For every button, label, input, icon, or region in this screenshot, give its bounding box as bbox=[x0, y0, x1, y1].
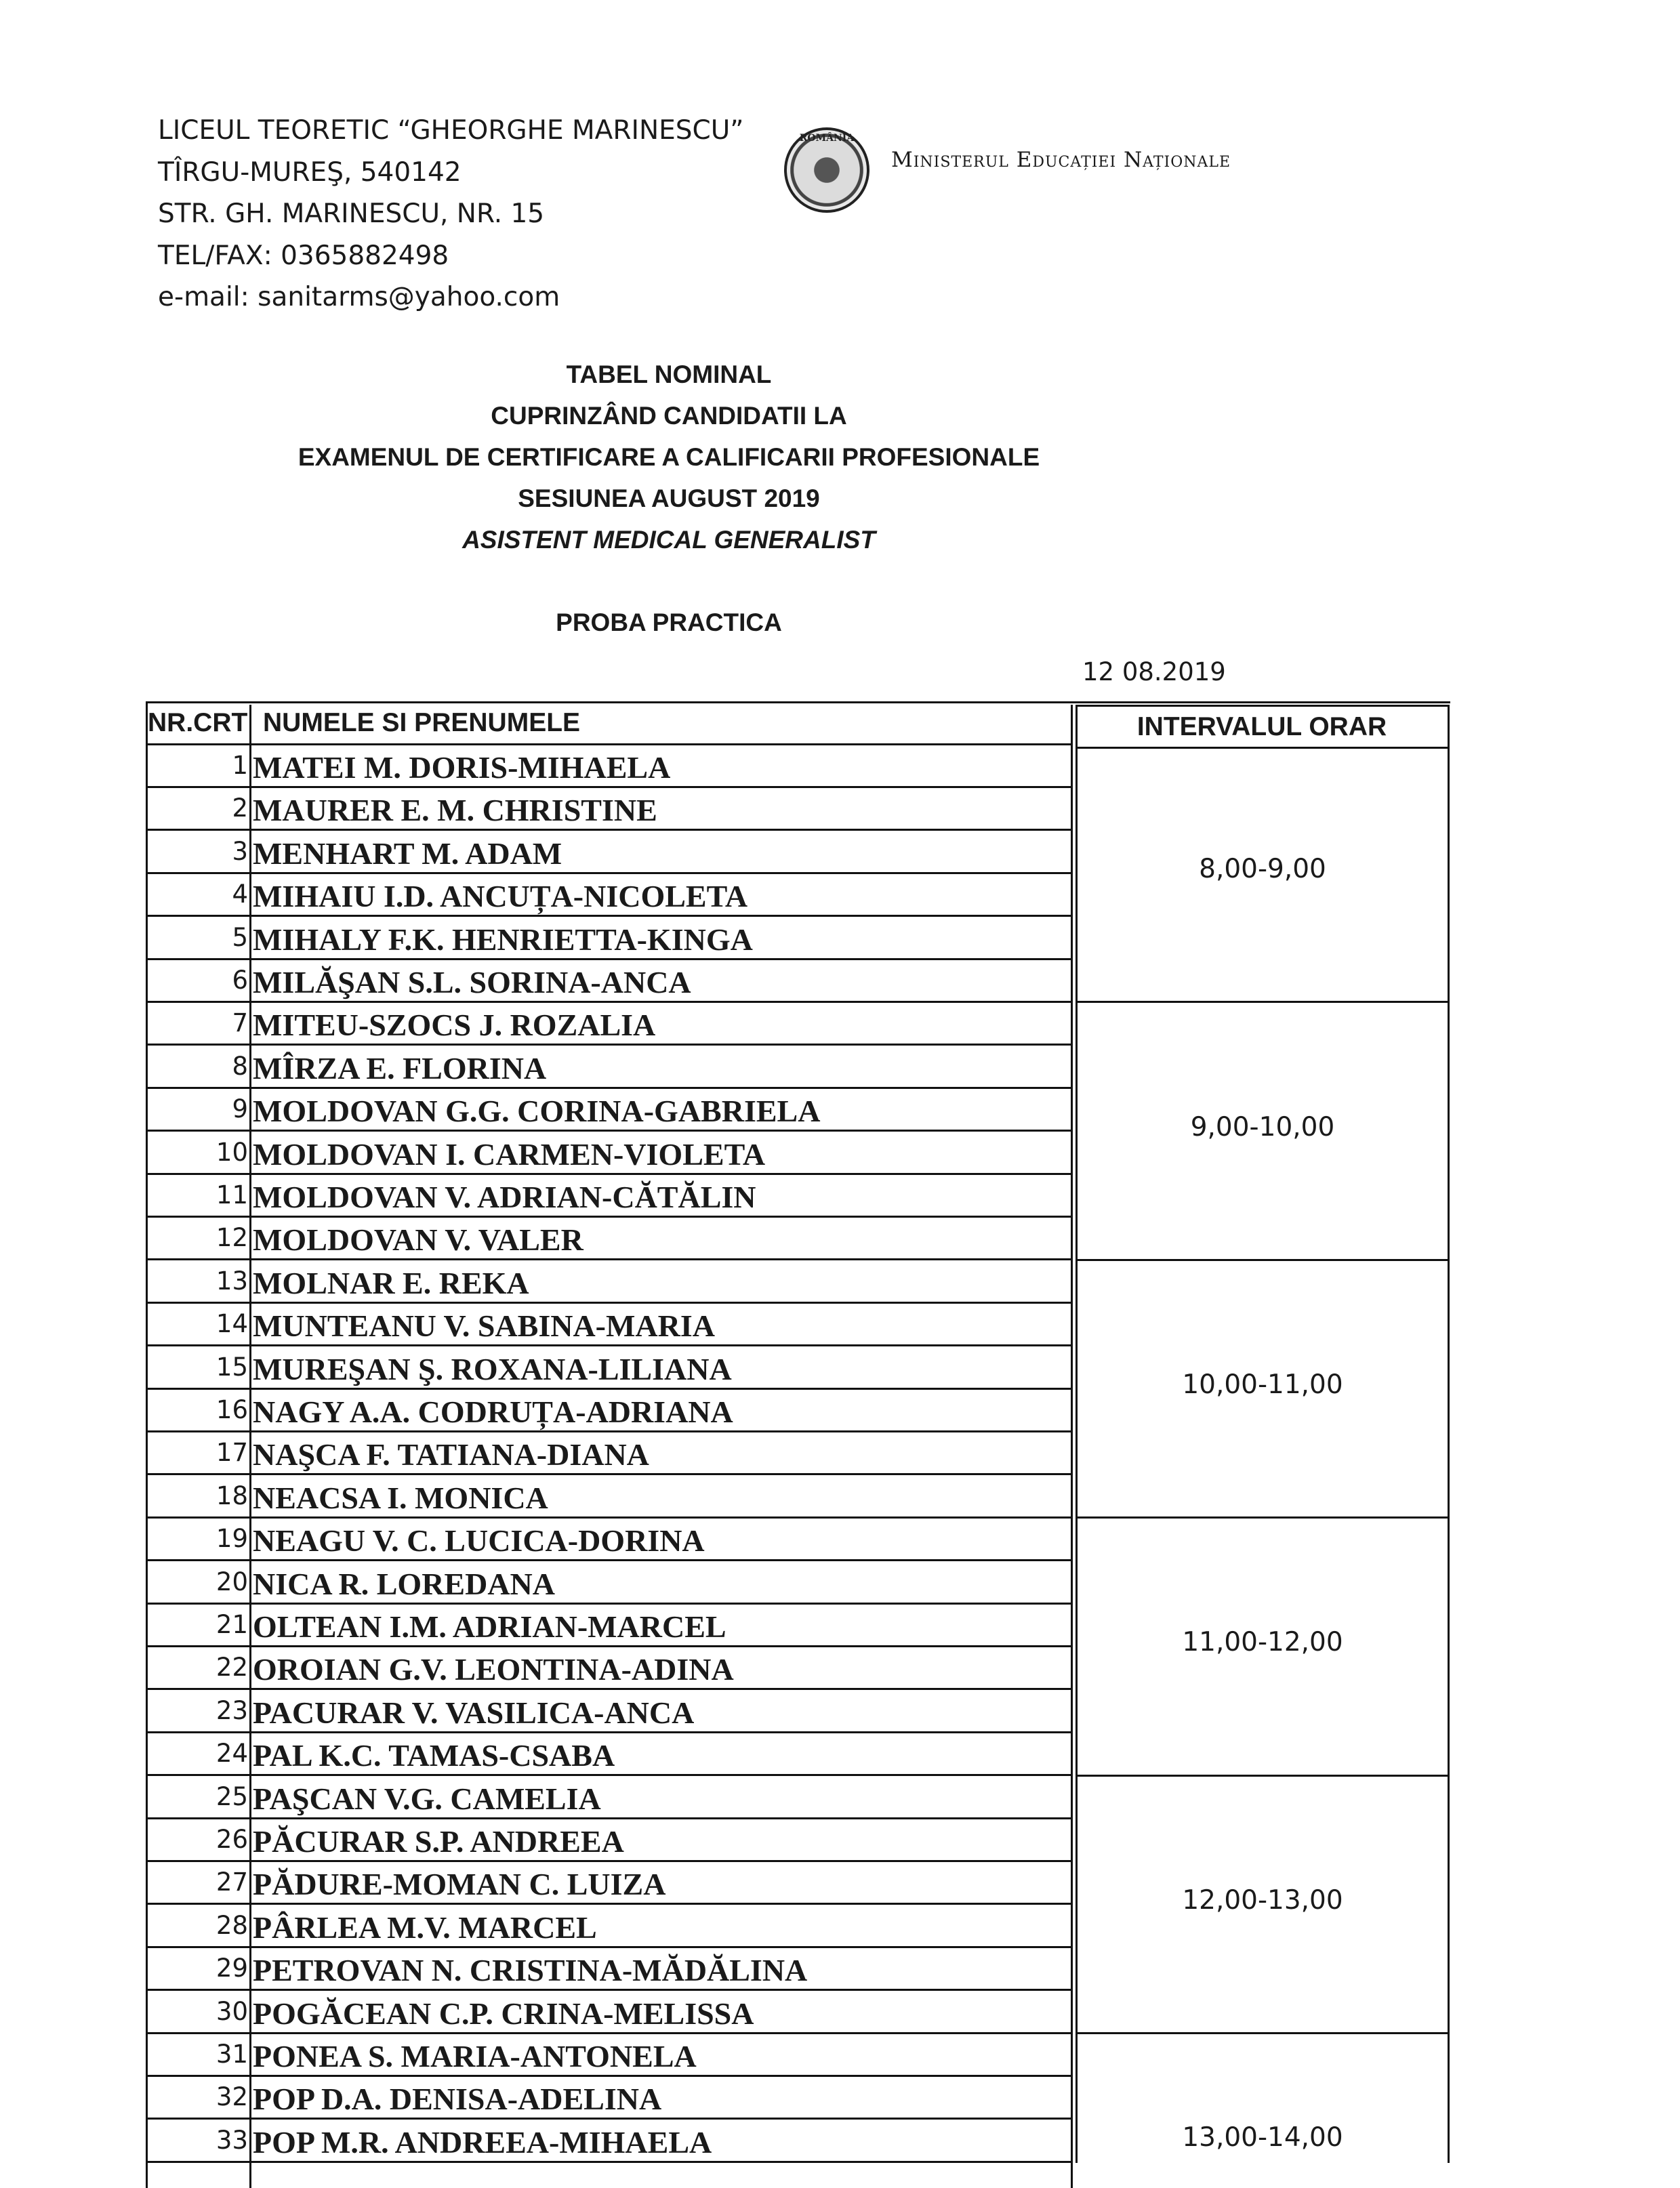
school-street: STR. GH. MARINESCU, NR. 15 bbox=[158, 199, 545, 229]
candidate-name: POP M.R. ANDREEA-MIHAELA bbox=[253, 2124, 712, 2160]
column-header-interval: INTERVALUL ORAR bbox=[1136, 712, 1387, 741]
time-interval-cell bbox=[1075, 745, 1450, 1003]
candidate-name: POGĂCEAN C.P. CRINA-MELISSA bbox=[253, 1996, 754, 2031]
candidate-name: PACURAR V. VASILICA-ANCA bbox=[253, 1695, 695, 1730]
row-number: 25 bbox=[216, 1781, 248, 1811]
candidate-name: MOLDOVAN V. VALER bbox=[253, 1222, 583, 1258]
row-number: 19 bbox=[216, 1524, 248, 1554]
table-row bbox=[148, 1647, 1073, 1690]
candidate-name: PONEA S. MARIA-ANTONELA bbox=[253, 2039, 697, 2073]
table-row bbox=[148, 1132, 1073, 1175]
table-row bbox=[148, 1991, 1073, 2034]
table-row bbox=[148, 1519, 1073, 1561]
table-row bbox=[148, 874, 1073, 917]
table-row bbox=[148, 1432, 1073, 1475]
row-number: 14 bbox=[216, 1309, 248, 1339]
table-row bbox=[148, 1046, 1073, 1089]
candidate-name: MUREŞAN Ş. ROXANA-LILIANA bbox=[253, 1351, 732, 1386]
school-email: e-mail: sanitarms@yahoo.com bbox=[158, 282, 560, 312]
row-number: 8 bbox=[232, 1051, 248, 1081]
candidate-name: NEACSA I. MONICA bbox=[253, 1480, 548, 1515]
candidate-name: MÎRZA E. FLORINA bbox=[253, 1050, 547, 1086]
table-row bbox=[148, 1605, 1073, 1647]
row-number: 11 bbox=[216, 1180, 248, 1210]
row-number: 31 bbox=[216, 2040, 248, 2069]
table-row bbox=[148, 1777, 1073, 1819]
ministry-name: Ministerul Educației Naționale bbox=[891, 148, 1231, 172]
row-number: 5 bbox=[232, 922, 248, 952]
time-interval-label: 10,00-11,00 bbox=[1182, 1369, 1343, 1400]
candidate-name: MAURER E. M. CHRISTINE bbox=[253, 793, 657, 828]
table-row bbox=[148, 1304, 1073, 1346]
candidate-name: MIHALY F.K. HENRIETTA-KINGA bbox=[253, 922, 753, 957]
candidate-name: NAŞCA F. TATIANA-DIANA bbox=[253, 1437, 649, 1472]
table-row bbox=[148, 917, 1073, 960]
row-number: 2 bbox=[232, 793, 248, 823]
title-line-4: SESIUNEA AUGUST 2019 bbox=[518, 484, 820, 512]
row-number: 3 bbox=[232, 836, 248, 866]
row-number: 17 bbox=[216, 1438, 248, 1468]
candidate-name: MATEI M. DORIS-MIHAELA bbox=[253, 750, 671, 785]
table-row bbox=[148, 1862, 1073, 1905]
table-row bbox=[148, 1089, 1073, 1132]
time-interval-cell bbox=[1075, 1519, 1450, 1776]
candidate-name: PAL K.C. TAMAS-CSABA bbox=[253, 1738, 615, 1773]
table-row bbox=[148, 2034, 1073, 2077]
table-row bbox=[148, 1562, 1073, 1605]
coat-of-arms-seal-icon bbox=[784, 127, 869, 213]
candidate-name: POP D.A. DENISA-ADELINA bbox=[253, 2082, 662, 2117]
title-line-3: EXAMENUL DE CERTIFICARE A CALIFICARII PROFESIONALE bbox=[298, 443, 1040, 471]
title-line-1: TABEL NOMINAL bbox=[566, 360, 772, 388]
candidate-name: MOLDOVAN V. ADRIAN-CĂTĂLIN bbox=[253, 1180, 756, 1214]
time-interval-label: 12,00-13,00 bbox=[1182, 1884, 1343, 1916]
candidate-name: PAŞCAN V.G. CAMELIA bbox=[253, 1781, 601, 1816]
school-address-block bbox=[158, 110, 744, 318]
table-row bbox=[148, 1905, 1073, 1948]
title-line-5: ASISTENT MEDICAL GENERALIST bbox=[462, 526, 876, 554]
time-interval-cell bbox=[1075, 1261, 1450, 1519]
school-name: LICEUL TEORETIC “GHEORGHE MARINESCU” bbox=[158, 115, 744, 146]
candidate-name: NICA R. LOREDANA bbox=[253, 1566, 555, 1601]
candidate-name: MOLNAR E. REKA bbox=[253, 1265, 529, 1300]
candidate-name: OROIAN G.V. LEONTINA-ADINA bbox=[253, 1652, 734, 1687]
table-row bbox=[148, 1733, 1073, 1776]
row-number: 32 bbox=[216, 2082, 248, 2112]
row-number: 6 bbox=[232, 966, 248, 995]
time-interval-cell bbox=[1075, 1777, 1450, 2034]
candidate-name: NEAGU V. C. LUCICA-DORINA bbox=[253, 1523, 705, 1559]
row-number: 28 bbox=[216, 1910, 248, 1940]
table-row bbox=[148, 745, 1073, 788]
row-number: 22 bbox=[216, 1653, 248, 1683]
table-row bbox=[148, 960, 1073, 1003]
column-header-name: NUMELE SI PRENUMELE bbox=[263, 708, 581, 737]
row-number: 7 bbox=[232, 1008, 248, 1038]
table-row bbox=[148, 2077, 1073, 2120]
candidate-name: MOLDOVAN G.G. CORINA-GABRIELA bbox=[253, 1094, 821, 1129]
time-interval-cell bbox=[1075, 1003, 1450, 1260]
table-row bbox=[148, 1218, 1073, 1260]
school-phone: TEL/FAX: 0365882498 bbox=[158, 240, 449, 271]
row-number: 24 bbox=[216, 1739, 248, 1769]
table-row bbox=[148, 1261, 1073, 1304]
table-row bbox=[148, 1819, 1073, 1862]
candidate-name: NAGY A.A. CODRUȚA-ADRIANA bbox=[253, 1395, 733, 1429]
row-number: 10 bbox=[216, 1137, 248, 1167]
row-number: 20 bbox=[216, 1567, 248, 1596]
time-interval-cell bbox=[1075, 2034, 1450, 2163]
exam-date: 12 08.2019 bbox=[1082, 657, 1226, 686]
candidate-name: MILĂŞAN S.L. SORINA-ANCA bbox=[253, 965, 691, 999]
row-number: 4 bbox=[232, 880, 248, 909]
row-number: 23 bbox=[216, 1695, 248, 1725]
row-number: 26 bbox=[216, 1825, 248, 1854]
interval-header-box bbox=[1075, 705, 1450, 749]
table-row bbox=[148, 2120, 1073, 2163]
row-number: 33 bbox=[216, 2125, 248, 2155]
table-row bbox=[148, 1691, 1073, 1733]
time-interval-label: 13,00-14,00 bbox=[1182, 2122, 1343, 2153]
candidate-name: PĂCURAR S.P. ANDREEA bbox=[253, 1824, 624, 1859]
table-row bbox=[148, 1175, 1073, 1218]
row-number: 29 bbox=[216, 1954, 248, 1983]
table-row bbox=[148, 1948, 1073, 1991]
candidate-name: MUNTEANU V. SABINA-MARIA bbox=[253, 1308, 715, 1344]
row-number: 15 bbox=[216, 1352, 248, 1382]
table-row bbox=[148, 788, 1073, 831]
title-line-2: CUPRINZÂND CANDIDATII LA bbox=[491, 402, 847, 430]
candidate-name: PĂDURE-MOMAN C. LUIZA bbox=[253, 1867, 666, 1902]
time-interval-label: 9,00-10,00 bbox=[1190, 1111, 1335, 1142]
row-number: 13 bbox=[216, 1266, 248, 1296]
row-number: 30 bbox=[216, 1996, 248, 2026]
candidate-name: OLTEAN I.M. ADRIAN-MARCEL bbox=[253, 1609, 726, 1644]
candidate-name: PÂRLEA M.V. MARCEL bbox=[253, 1910, 597, 1945]
row-number: 18 bbox=[216, 1481, 248, 1510]
table-row bbox=[148, 1476, 1073, 1519]
table-row bbox=[148, 1003, 1073, 1046]
column-header-nr: NR.CRT bbox=[148, 708, 248, 737]
candidate-name: MIHAIU I.D. ANCUȚA-NICOLETA bbox=[253, 879, 748, 914]
candidate-name: MITEU-SZOCS J. ROZALIA bbox=[253, 1008, 656, 1043]
seal-text: ROMÂNIA bbox=[799, 133, 855, 144]
row-number: 27 bbox=[216, 1867, 248, 1897]
school-city: TÎRGU-MUREŞ, 540142 bbox=[158, 157, 462, 188]
row-number: 21 bbox=[216, 1610, 248, 1639]
row-number: 9 bbox=[232, 1094, 248, 1124]
candidate-name: MENHART M. ADAM bbox=[253, 835, 562, 871]
time-interval-label: 11,00-12,00 bbox=[1182, 1627, 1343, 1658]
table-row bbox=[148, 1390, 1073, 1432]
row-number: 1 bbox=[232, 751, 248, 780]
section-title: PROBA PRACTICA bbox=[556, 608, 782, 636]
row-number: 16 bbox=[216, 1395, 248, 1424]
table-row bbox=[148, 831, 1073, 874]
candidate-name: MOLDOVAN I. CARMEN-VIOLETA bbox=[253, 1136, 766, 1172]
row-number: 12 bbox=[216, 1223, 248, 1253]
candidate-name: PETROVAN N. CRISTINA-MĂDĂLINA bbox=[253, 1953, 808, 1988]
table-row bbox=[148, 1347, 1073, 1390]
time-interval-label: 8,00-9,00 bbox=[1199, 854, 1326, 885]
